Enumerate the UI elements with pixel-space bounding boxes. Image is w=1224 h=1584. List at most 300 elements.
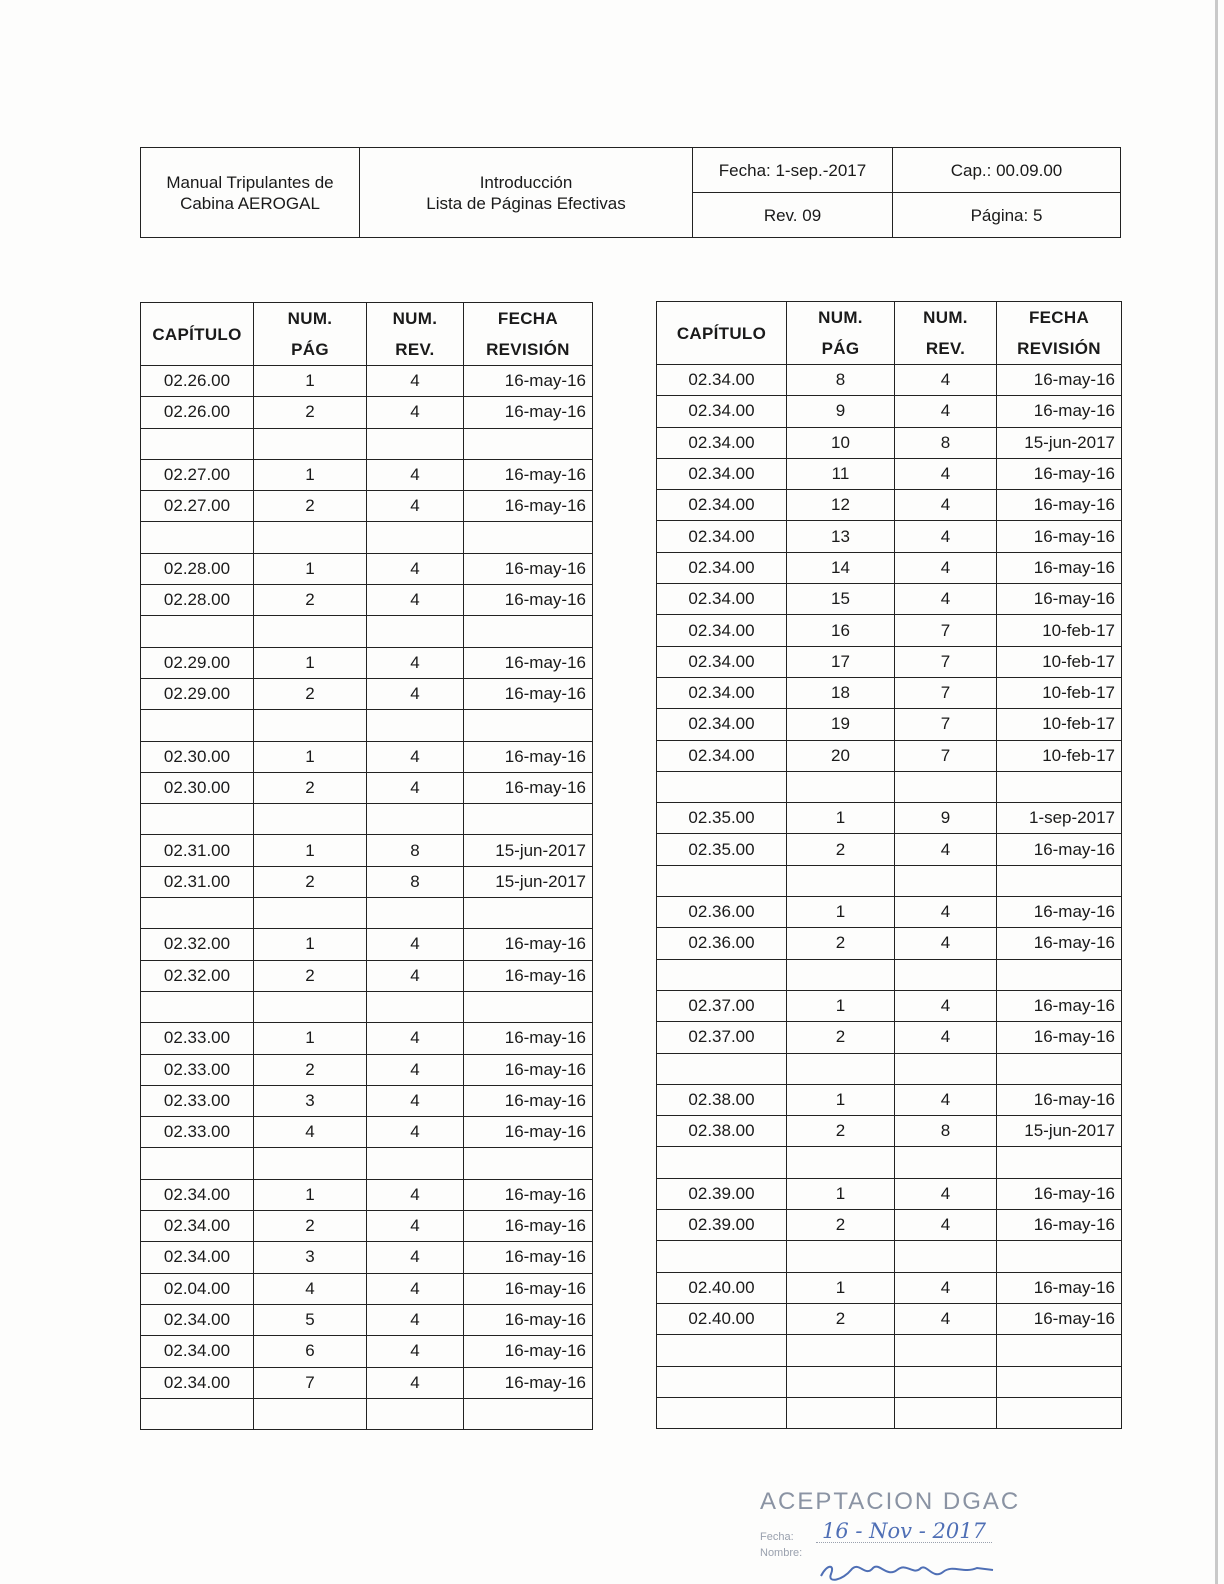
cell-num-pag bbox=[787, 771, 895, 802]
cell-num-pag bbox=[787, 1366, 895, 1397]
cell-num-rev: 4 bbox=[367, 1179, 464, 1210]
cell-fecha: 16-may-16 bbox=[463, 1054, 592, 1085]
cell-num-pag: 1 bbox=[254, 1179, 367, 1210]
cell-fecha: 16-may-16 bbox=[997, 1022, 1122, 1053]
cell-num-rev: 7 bbox=[895, 615, 997, 646]
cell-num-rev: 4 bbox=[895, 1272, 997, 1303]
stamp-date-value: 16 - Nov - 2017 bbox=[816, 1520, 992, 1543]
cell-num-pag: 4 bbox=[254, 1273, 367, 1304]
cell-num-pag: 2 bbox=[254, 1211, 367, 1242]
chapter-number: Cap.: 00.09.00 bbox=[893, 148, 1121, 193]
table-row bbox=[141, 1211, 593, 1242]
manual-title: Manual Tripulantes de Cabina AEROGAL bbox=[141, 148, 360, 238]
cell-capitulo: 02.32.00 bbox=[141, 929, 254, 960]
cell-num-rev: 4 bbox=[367, 678, 464, 709]
table-row bbox=[657, 1210, 1122, 1241]
table-row bbox=[657, 897, 1122, 928]
cell-num-pag: 1 bbox=[787, 897, 895, 928]
cell-capitulo bbox=[657, 865, 787, 896]
cell-fecha: 16-may-16 bbox=[997, 552, 1122, 583]
cell-capitulo: 02.36.00 bbox=[657, 928, 787, 959]
cell-fecha: 16-may-16 bbox=[463, 1117, 592, 1148]
cell-num-pag: 2 bbox=[254, 866, 367, 897]
cell-capitulo: 02.34.00 bbox=[657, 584, 787, 615]
cell-num-rev: 8 bbox=[895, 1116, 997, 1147]
cell-num-rev: 7 bbox=[895, 709, 997, 740]
cell-fecha: 16-may-16 bbox=[997, 365, 1122, 396]
table-body-left bbox=[141, 366, 593, 1430]
col-num-pag-line2: PÁG bbox=[821, 339, 860, 358]
col-fecha-line2: REVISIÓN bbox=[1017, 339, 1101, 358]
cell-num-pag: 1 bbox=[254, 366, 367, 397]
cell-capitulo: 02.39.00 bbox=[657, 1178, 787, 1209]
cell-num-rev: 4 bbox=[895, 458, 997, 489]
cell-fecha: 16-may-16 bbox=[463, 647, 592, 678]
cell-num-pag bbox=[787, 1241, 895, 1272]
cell-capitulo: 02.33.00 bbox=[141, 1085, 254, 1116]
cell-capitulo bbox=[141, 616, 254, 647]
cell-num-rev: 4 bbox=[367, 1023, 464, 1054]
table-row bbox=[141, 1023, 593, 1054]
cell-capitulo bbox=[657, 1397, 787, 1428]
cell-num-rev: 4 bbox=[367, 366, 464, 397]
cell-fecha: 16-may-16 bbox=[463, 960, 592, 991]
table-row bbox=[141, 647, 593, 678]
cell-num-pag: 20 bbox=[787, 740, 895, 771]
cell-capitulo: 02.40.00 bbox=[657, 1303, 787, 1334]
cell-capitulo: 02.33.00 bbox=[141, 1117, 254, 1148]
cell-num-rev bbox=[895, 1397, 997, 1428]
cell-num-pag: 2 bbox=[787, 1022, 895, 1053]
cell-num-rev bbox=[895, 1147, 997, 1178]
cell-num-rev: 8 bbox=[367, 866, 464, 897]
cell-num-pag: 1 bbox=[254, 553, 367, 584]
cell-capitulo: 02.34.00 bbox=[657, 677, 787, 708]
col-fecha-line2: REVISIÓN bbox=[486, 340, 570, 359]
cell-num-rev: 4 bbox=[367, 1085, 464, 1116]
cell-capitulo: 02.35.00 bbox=[657, 803, 787, 834]
cell-fecha: 16-may-16 bbox=[997, 458, 1122, 489]
cell-fecha: 16-may-16 bbox=[463, 1242, 592, 1273]
cell-fecha: 16-may-16 bbox=[997, 928, 1122, 959]
scan-edge bbox=[1215, 0, 1218, 1584]
cell-fecha: 16-may-16 bbox=[463, 1304, 592, 1335]
cell-num-pag: 16 bbox=[787, 615, 895, 646]
cell-fecha bbox=[463, 522, 592, 553]
cell-capitulo bbox=[141, 428, 254, 459]
table-row bbox=[141, 459, 593, 490]
table-row bbox=[657, 458, 1122, 489]
cell-fecha: 16-may-16 bbox=[463, 1179, 592, 1210]
cell-capitulo: 02.28.00 bbox=[141, 585, 254, 616]
cell-num-rev: 4 bbox=[367, 741, 464, 772]
cell-num-rev: 4 bbox=[367, 1211, 464, 1242]
table-row bbox=[141, 678, 593, 709]
col-num-pag-line2: PÁG bbox=[291, 340, 329, 359]
col-num-rev bbox=[367, 303, 464, 366]
cell-capitulo: 02.34.00 bbox=[141, 1179, 254, 1210]
cell-num-pag bbox=[254, 710, 367, 741]
col-num-rev-line1: NUM. bbox=[923, 308, 968, 327]
cell-fecha: 16-may-16 bbox=[997, 1272, 1122, 1303]
cell-num-pag: 12 bbox=[787, 490, 895, 521]
col-fecha-line1: FECHA bbox=[1028, 308, 1090, 327]
stamp-title: ACEPTACION DGAC bbox=[760, 1488, 1021, 1515]
cell-fecha: 16-may-16 bbox=[997, 490, 1122, 521]
cell-capitulo bbox=[657, 771, 787, 802]
page-number: Página: 5 bbox=[893, 193, 1121, 238]
cell-fecha: 16-may-16 bbox=[463, 553, 592, 584]
cell-capitulo bbox=[657, 1335, 787, 1366]
table-row bbox=[657, 1053, 1122, 1084]
cell-num-pag: 4 bbox=[254, 1117, 367, 1148]
cell-fecha: 16-may-16 bbox=[997, 1084, 1122, 1115]
cell-fecha: 16-may-16 bbox=[997, 1303, 1122, 1334]
cell-num-pag: 2 bbox=[254, 491, 367, 522]
col-fecha bbox=[463, 303, 592, 366]
table-row bbox=[141, 397, 593, 428]
cell-capitulo: 02.34.00 bbox=[657, 740, 787, 771]
table-row bbox=[141, 1085, 593, 1116]
table-row bbox=[657, 1335, 1122, 1366]
cell-num-pag: 2 bbox=[787, 1116, 895, 1147]
cell-fecha: 16-may-16 bbox=[463, 459, 592, 490]
cell-num-pag: 8 bbox=[787, 365, 895, 396]
table-row bbox=[141, 1398, 593, 1429]
cell-capitulo: 02.30.00 bbox=[141, 772, 254, 803]
cell-fecha bbox=[997, 1241, 1122, 1272]
table-row bbox=[141, 491, 593, 522]
cell-capitulo: 02.34.00 bbox=[657, 521, 787, 552]
cell-capitulo: 02.40.00 bbox=[657, 1272, 787, 1303]
cell-num-pag: 11 bbox=[787, 458, 895, 489]
cell-num-pag bbox=[254, 1398, 367, 1429]
cell-num-pag bbox=[787, 959, 895, 990]
cell-capitulo: 02.36.00 bbox=[657, 897, 787, 928]
cell-num-rev: 4 bbox=[895, 552, 997, 583]
cell-fecha: 16-may-16 bbox=[463, 1336, 592, 1367]
cell-num-pag: 5 bbox=[254, 1304, 367, 1335]
table-row bbox=[141, 1148, 593, 1179]
cell-num-rev: 4 bbox=[895, 928, 997, 959]
cell-num-pag: 1 bbox=[787, 990, 895, 1021]
cell-num-pag bbox=[254, 898, 367, 929]
cell-fecha: 16-may-16 bbox=[463, 929, 592, 960]
cell-num-rev bbox=[895, 771, 997, 802]
cell-num-pag: 10 bbox=[787, 427, 895, 458]
cell-num-pag: 19 bbox=[787, 709, 895, 740]
cell-num-rev bbox=[367, 616, 464, 647]
cell-fecha bbox=[997, 1147, 1122, 1178]
table-row bbox=[657, 615, 1122, 646]
cell-fecha: 16-may-16 bbox=[463, 366, 592, 397]
table-row bbox=[657, 490, 1122, 521]
cell-capitulo: 02.34.00 bbox=[141, 1242, 254, 1273]
cell-num-pag: 6 bbox=[254, 1336, 367, 1367]
cell-fecha bbox=[997, 1397, 1122, 1428]
table-row bbox=[657, 959, 1122, 990]
cell-num-rev bbox=[367, 991, 464, 1022]
cell-num-pag bbox=[787, 865, 895, 896]
cell-num-pag: 2 bbox=[254, 960, 367, 991]
cell-capitulo: 02.34.00 bbox=[657, 552, 787, 583]
cell-num-rev: 4 bbox=[895, 584, 997, 615]
cell-num-rev bbox=[895, 1335, 997, 1366]
table-row bbox=[657, 521, 1122, 552]
cell-num-rev: 4 bbox=[367, 929, 464, 960]
table-row bbox=[141, 1054, 593, 1085]
cell-num-pag: 1 bbox=[254, 647, 367, 678]
cell-num-pag bbox=[254, 804, 367, 835]
table-row bbox=[141, 804, 593, 835]
cell-capitulo: 02.04.00 bbox=[141, 1273, 254, 1304]
cell-num-rev: 4 bbox=[367, 1304, 464, 1335]
table-row bbox=[657, 396, 1122, 427]
cell-num-pag: 14 bbox=[787, 552, 895, 583]
cell-capitulo: 02.31.00 bbox=[141, 866, 254, 897]
cell-num-rev bbox=[367, 522, 464, 553]
col-num-rev-line1: NUM. bbox=[392, 309, 438, 328]
table-row bbox=[141, 1336, 593, 1367]
table-row bbox=[657, 552, 1122, 583]
table-row bbox=[657, 1241, 1122, 1272]
table-row bbox=[657, 427, 1122, 458]
cell-num-rev: 4 bbox=[367, 397, 464, 428]
cell-num-rev: 4 bbox=[367, 459, 464, 490]
cell-fecha: 16-may-16 bbox=[463, 1085, 592, 1116]
subsection-name: Lista de Páginas Efectivas bbox=[426, 193, 626, 213]
cell-fecha: 15-jun-2017 bbox=[997, 1116, 1122, 1147]
cell-num-pag: 7 bbox=[254, 1367, 367, 1398]
acceptance-stamp bbox=[760, 1488, 1060, 1584]
cell-num-rev bbox=[367, 710, 464, 741]
effective-pages-table-left bbox=[140, 302, 593, 1430]
cell-fecha: 16-may-16 bbox=[997, 396, 1122, 427]
cell-num-rev: 4 bbox=[895, 990, 997, 1021]
cell-fecha: 16-may-16 bbox=[463, 772, 592, 803]
table-row bbox=[657, 1397, 1122, 1428]
cell-capitulo: 02.27.00 bbox=[141, 459, 254, 490]
cell-num-rev: 4 bbox=[367, 553, 464, 584]
cell-fecha: 10-feb-17 bbox=[997, 615, 1122, 646]
cell-num-rev: 4 bbox=[367, 1242, 464, 1273]
cell-fecha bbox=[463, 898, 592, 929]
cell-capitulo bbox=[657, 1366, 787, 1397]
col-fecha-line1: FECHA bbox=[497, 309, 558, 328]
cell-capitulo: 02.28.00 bbox=[141, 553, 254, 584]
cell-num-pag: 18 bbox=[787, 677, 895, 708]
stamp-date-row bbox=[760, 1520, 1060, 1543]
table-row bbox=[657, 1116, 1122, 1147]
table-row bbox=[141, 1179, 593, 1210]
table-row bbox=[141, 960, 593, 991]
cell-fecha: 10-feb-17 bbox=[997, 646, 1122, 677]
table-row bbox=[657, 677, 1122, 708]
cell-capitulo: 02.29.00 bbox=[141, 678, 254, 709]
table-row bbox=[141, 991, 593, 1022]
cell-fecha: 16-may-16 bbox=[997, 521, 1122, 552]
col-fecha bbox=[997, 302, 1122, 365]
cell-num-rev: 4 bbox=[367, 647, 464, 678]
col-num-pag-line1: NUM. bbox=[818, 308, 863, 327]
cell-num-pag: 2 bbox=[254, 678, 367, 709]
col-num-rev bbox=[895, 302, 997, 365]
table-row bbox=[141, 428, 593, 459]
table-body-right bbox=[657, 365, 1122, 1429]
cell-capitulo: 02.37.00 bbox=[657, 1022, 787, 1053]
table-row bbox=[141, 898, 593, 929]
cell-fecha bbox=[997, 1053, 1122, 1084]
cell-num-pag: 9 bbox=[787, 396, 895, 427]
cell-capitulo: 02.34.00 bbox=[657, 615, 787, 646]
cell-num-pag bbox=[254, 522, 367, 553]
cell-num-rev: 4 bbox=[895, 396, 997, 427]
cell-num-rev: 4 bbox=[895, 521, 997, 552]
cell-num-rev: 4 bbox=[367, 772, 464, 803]
cell-capitulo: 02.27.00 bbox=[141, 491, 254, 522]
cell-num-pag bbox=[254, 428, 367, 459]
cell-num-pag: 1 bbox=[787, 803, 895, 834]
table-row bbox=[657, 834, 1122, 865]
cell-capitulo: 02.38.00 bbox=[657, 1116, 787, 1147]
cell-num-rev: 9 bbox=[895, 803, 997, 834]
cell-num-rev: 7 bbox=[895, 740, 997, 771]
cell-fecha bbox=[463, 991, 592, 1022]
cell-num-rev bbox=[895, 865, 997, 896]
table-row bbox=[141, 929, 593, 960]
cell-num-pag: 1 bbox=[254, 459, 367, 490]
cell-num-rev bbox=[895, 1053, 997, 1084]
cell-num-rev bbox=[367, 1398, 464, 1429]
cell-fecha: 16-may-16 bbox=[997, 897, 1122, 928]
table-row bbox=[657, 1147, 1122, 1178]
cell-capitulo: 02.34.00 bbox=[657, 427, 787, 458]
cell-capitulo: 02.34.00 bbox=[657, 396, 787, 427]
cell-num-pag: 1 bbox=[787, 1084, 895, 1115]
table-row bbox=[141, 866, 593, 897]
section-title bbox=[360, 148, 693, 238]
cell-capitulo bbox=[141, 991, 254, 1022]
col-capitulo: CAPÍTULO bbox=[141, 303, 254, 366]
cell-fecha bbox=[463, 428, 592, 459]
cell-num-rev: 4 bbox=[895, 365, 997, 396]
table-row bbox=[141, 585, 593, 616]
cell-num-rev: 4 bbox=[367, 491, 464, 522]
cell-capitulo: 02.33.00 bbox=[141, 1023, 254, 1054]
col-capitulo: CAPÍTULO bbox=[657, 302, 787, 365]
cell-num-pag: 2 bbox=[254, 772, 367, 803]
cell-num-rev: 4 bbox=[367, 585, 464, 616]
cell-num-rev bbox=[367, 898, 464, 929]
cell-num-pag bbox=[254, 616, 367, 647]
cell-capitulo bbox=[657, 1053, 787, 1084]
cell-fecha: 16-may-16 bbox=[463, 397, 592, 428]
cell-capitulo: 02.32.00 bbox=[141, 960, 254, 991]
cell-num-rev: 4 bbox=[895, 1084, 997, 1115]
table-row bbox=[657, 865, 1122, 896]
table-row bbox=[657, 1366, 1122, 1397]
cell-capitulo: 02.34.00 bbox=[141, 1304, 254, 1335]
table-row bbox=[657, 990, 1122, 1021]
cell-num-rev: 4 bbox=[367, 1336, 464, 1367]
cell-num-rev bbox=[895, 1366, 997, 1397]
cell-num-rev: 4 bbox=[367, 960, 464, 991]
cell-num-pag: 2 bbox=[254, 397, 367, 428]
cell-num-pag: 3 bbox=[254, 1242, 367, 1273]
table-row bbox=[657, 709, 1122, 740]
cell-capitulo: 02.34.00 bbox=[657, 646, 787, 677]
table-row bbox=[657, 928, 1122, 959]
cell-num-pag bbox=[254, 1148, 367, 1179]
cell-capitulo bbox=[141, 898, 254, 929]
cell-fecha bbox=[997, 1366, 1122, 1397]
cell-fecha: 1-sep-2017 bbox=[997, 803, 1122, 834]
col-num-rev-line2: REV. bbox=[925, 339, 966, 358]
cell-fecha bbox=[463, 1148, 592, 1179]
cell-num-rev bbox=[367, 428, 464, 459]
cell-num-rev: 4 bbox=[895, 1022, 997, 1053]
cell-num-rev: 4 bbox=[895, 490, 997, 521]
table-row bbox=[141, 710, 593, 741]
cell-num-pag bbox=[787, 1147, 895, 1178]
col-num-pag bbox=[787, 302, 895, 365]
table-header-row bbox=[657, 302, 1122, 365]
document-header bbox=[140, 147, 1121, 238]
table-row bbox=[657, 1084, 1122, 1115]
cell-num-pag: 2 bbox=[254, 1054, 367, 1085]
cell-capitulo bbox=[657, 1241, 787, 1272]
cell-num-rev: 7 bbox=[895, 646, 997, 677]
cell-capitulo: 02.35.00 bbox=[657, 834, 787, 865]
cell-num-rev: 8 bbox=[367, 835, 464, 866]
cell-fecha: 16-may-16 bbox=[463, 678, 592, 709]
cell-num-pag: 2 bbox=[787, 928, 895, 959]
table-row bbox=[657, 1272, 1122, 1303]
cell-fecha: 16-may-16 bbox=[463, 1211, 592, 1242]
cell-num-rev: 4 bbox=[367, 1054, 464, 1085]
cell-num-rev: 7 bbox=[895, 677, 997, 708]
cell-fecha bbox=[997, 771, 1122, 802]
cell-capitulo: 02.34.00 bbox=[141, 1336, 254, 1367]
cell-num-pag: 2 bbox=[254, 585, 367, 616]
cell-capitulo bbox=[141, 522, 254, 553]
stamp-name-row bbox=[760, 1547, 1060, 1559]
cell-num-rev: 4 bbox=[367, 1367, 464, 1398]
cell-fecha: 16-may-16 bbox=[463, 741, 592, 772]
cell-num-rev bbox=[895, 1241, 997, 1272]
cell-num-rev: 4 bbox=[367, 1273, 464, 1304]
cell-num-rev: 4 bbox=[895, 1178, 997, 1209]
table-row bbox=[141, 741, 593, 772]
cell-capitulo bbox=[657, 959, 787, 990]
cell-fecha bbox=[997, 865, 1122, 896]
table-row bbox=[141, 1242, 593, 1273]
col-num-pag bbox=[254, 303, 367, 366]
cell-num-pag: 1 bbox=[254, 1023, 367, 1054]
cell-fecha: 15-jun-2017 bbox=[463, 866, 592, 897]
table-row bbox=[141, 1273, 593, 1304]
cell-capitulo: 02.30.00 bbox=[141, 741, 254, 772]
table-row bbox=[141, 553, 593, 584]
cell-capitulo: 02.34.00 bbox=[657, 490, 787, 521]
cell-num-pag bbox=[787, 1335, 895, 1366]
table-row bbox=[141, 366, 593, 397]
col-num-pag-line1: NUM. bbox=[287, 309, 333, 328]
cell-capitulo: 02.31.00 bbox=[141, 835, 254, 866]
cell-num-pag bbox=[787, 1397, 895, 1428]
cell-capitulo: 02.33.00 bbox=[141, 1054, 254, 1085]
section-name: Introducción bbox=[479, 172, 573, 192]
